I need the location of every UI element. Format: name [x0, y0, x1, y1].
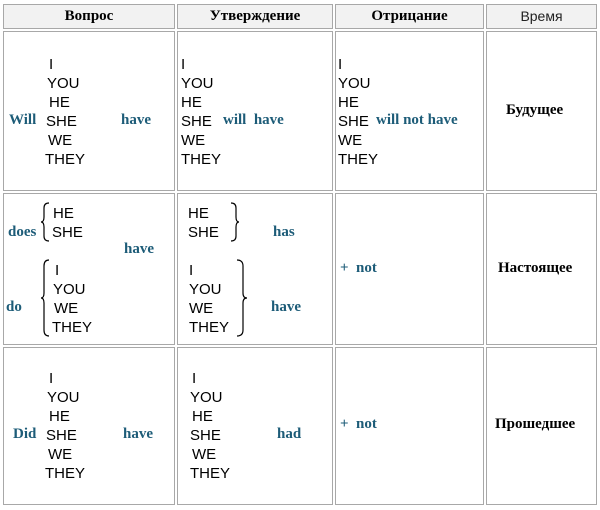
future-n-pronoun: SHE	[338, 113, 369, 130]
past-a-pronoun: SHE	[190, 427, 221, 444]
present-a-pronoun-rest: YOU	[189, 281, 222, 298]
present-question-verb: have	[124, 241, 154, 257]
present-tense-label: Настоящее	[498, 260, 573, 276]
past-q-pronoun: I	[49, 370, 54, 387]
header-affirmative: Утверждение	[177, 4, 333, 29]
present-affirmative-verb-3sg: has	[273, 224, 295, 240]
present-q-pronoun-3sg: SHE	[52, 224, 83, 241]
present-q-pronoun-rest: YOU	[53, 281, 86, 298]
present-a-pronoun-3sg: SHE	[188, 224, 219, 241]
future-a-pronoun: SHE	[181, 113, 212, 130]
past-affirmative-verb: had	[277, 426, 302, 442]
present-a-pronoun-3sg: HE	[188, 205, 209, 222]
future-q-pronoun: SHE	[46, 113, 77, 130]
future-a-pronoun: THEY	[181, 151, 222, 168]
future-a-pronoun: HE	[181, 94, 202, 111]
past-tense-label: Прошедшее	[495, 416, 576, 432]
past-q-pronoun: SHE	[46, 427, 77, 444]
past-question-verb: have	[123, 426, 153, 442]
future-n-pronoun: WE	[338, 132, 363, 149]
present-q-pronoun-rest: I	[55, 262, 60, 279]
header-tense: Время	[486, 4, 597, 29]
right-brace-icon	[230, 202, 240, 242]
future-q-pronoun: I	[49, 56, 54, 73]
future-n-pronoun: YOU	[338, 75, 371, 92]
left-brace-icon	[40, 259, 50, 337]
present-q-pronoun-3sg: HE	[53, 205, 74, 222]
future-question-verb: have	[121, 112, 151, 128]
future-affirmative-verb: will have	[223, 112, 284, 128]
future-q-pronoun: WE	[48, 132, 73, 149]
future-tense-label: Будущее	[506, 102, 564, 118]
future-n-pronoun: I	[338, 56, 343, 73]
past-a-pronoun: THEY	[190, 465, 231, 482]
past-q-pronoun: WE	[48, 446, 73, 463]
past-a-pronoun: I	[192, 370, 197, 387]
past-q-pronoun: YOU	[47, 389, 80, 406]
left-brace-icon	[40, 202, 50, 242]
past-a-pronoun: YOU	[190, 389, 223, 406]
present-negative-marker: + not	[340, 260, 377, 276]
future-a-pronoun: I	[181, 56, 186, 73]
present-a-pronoun-rest: THEY	[189, 319, 230, 336]
future-question-cell	[3, 31, 175, 191]
present-a-pronoun-rest: I	[189, 262, 194, 279]
header-negative: Отрицание	[335, 4, 484, 29]
future-question-aux: Will	[9, 112, 37, 128]
future-q-pronoun: YOU	[47, 75, 80, 92]
past-a-pronoun: HE	[192, 408, 213, 425]
past-negative-marker: + not	[340, 416, 377, 432]
future-negative-verb: will not have	[376, 112, 458, 128]
present-q-pronoun-rest: THEY	[52, 319, 93, 336]
future-q-pronoun: HE	[49, 94, 70, 111]
header-question: Вопрос	[3, 4, 175, 29]
future-q-pronoun: THEY	[45, 151, 86, 168]
future-a-pronoun: YOU	[181, 75, 214, 92]
future-n-pronoun: HE	[338, 94, 359, 111]
present-a-pronoun-rest: WE	[189, 300, 214, 317]
right-brace-icon	[236, 259, 248, 337]
present-question-aux-3sg: does	[8, 224, 37, 240]
future-n-pronoun: THEY	[338, 151, 379, 168]
past-q-pronoun: THEY	[45, 465, 86, 482]
present-question-aux-rest: do	[6, 299, 22, 315]
present-q-pronoun-rest: WE	[54, 300, 79, 317]
past-a-pronoun: WE	[192, 446, 217, 463]
future-a-pronoun: WE	[181, 132, 206, 149]
past-question-aux: Did	[13, 426, 37, 442]
present-affirmative-verb-rest: have	[271, 299, 301, 315]
past-q-pronoun: HE	[49, 408, 70, 425]
